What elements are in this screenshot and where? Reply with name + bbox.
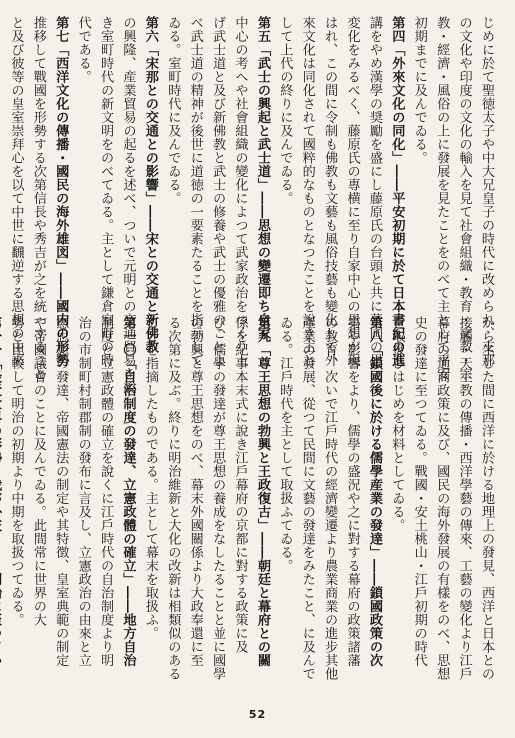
text-column: 係を紀事本末式に說き江戶幕府の京都に對する政策に及: [232, 316, 248, 654]
text-column: 治の市制町村制郡制の發布に言及し、立憲政治の由來と立: [75, 316, 91, 667]
text-column: はれ、この間に令制も佛教も文藝も風俗技藝も變化して外: [322, 16, 338, 367]
text-column: ゐる。室町時代に及んでゐる。: [165, 16, 181, 205]
text-column: 來文化は同化されて國粹的なものとなつたことを說き主と: [299, 16, 315, 367]
text-column: 憲思想の發達、帝國憲法の制定や其特徴、皇室典範の制定: [53, 316, 69, 667]
text-column: や帝國議會のことに及んでゐる。此間常に世界の大: [30, 316, 46, 627]
upper-text-block: [0, 16, 497, 394]
text-column: ベ武士道の精神が後世に道徳の一要素たることを指示して: [187, 16, 203, 367]
text-column: 初期までに及んでゐる。: [411, 16, 427, 165]
section-heading: 第六「宋那との交通との影響」――宋との交通と新佛教: [142, 16, 158, 354]
text-column: 第や影響をより、儒學の盛況や之に對する幕府の政策諸藩: [344, 316, 360, 667]
text-column: き室町時代の新文明をのべてゐる。主として鎌倉室町の時: [98, 16, 114, 367]
text-column: の文化や印度の文化の輸入を見て社會組織・教育・文教・宗: [456, 16, 472, 381]
text-column: して上代の終りに及んでゐる。: [277, 16, 293, 205]
text-column: ゐる。江戶時代を主として取扱ふてゐる。: [277, 316, 293, 573]
lower-text-block: [0, 316, 497, 681]
section-heading: 第五「武士の興起と武士道」――思想の變遷即ち自家: [254, 16, 270, 340]
section-heading: 第九「尊王思想の勃興と王政復古」――朝廷と幕府との關: [254, 316, 270, 667]
text-column: げ武士道と及び新佛教と武士の修養や武士の優雅のことよ: [210, 16, 226, 367]
text-column: 代である。: [75, 16, 91, 84]
text-column: び、儒學の發達が尊王思想の養成をなしたることと並に國學: [210, 316, 226, 681]
text-column: を取扱ひはじめを材料としてゐる。: [389, 316, 405, 532]
text-column: 接觸・天主教の傳播・西洋學藝の傳來、工藝の變化より江戶: [456, 316, 472, 681]
section-heading: 第四「外來文化の同化」――平安初期に於て日本書紀の進: [389, 16, 405, 367]
text-column: の教育、次いで江戶時代の經濟變遷より農業商業の進步其他: [322, 316, 338, 681]
text-column: の勃興と尊王思想をのべ、幕末外國關係より大政奉還に至: [187, 316, 203, 667]
text-column: 產業の發展、從つて民間に文藝の發達をみたこと、に及んで: [299, 316, 315, 681]
text-column: 講をやめ漢學の奨勵を盛にし藤原氏の台頭と共に蕃国の思: [366, 16, 382, 367]
text-column: 幕府の通商政策に及び、國民の海外發展の有樣をのべ、思想: [434, 316, 450, 681]
text-column: じめに於て聖徳太子や中大兄皇子の時代に改められ、支那: [479, 16, 494, 367]
text-column: と及び彼等の皇室崇拜心を以て中世に飜逆する思想の由來: [8, 16, 24, 367]
text-column: る次第に及ぶ。終りに明治維新と大化の改新は相類似のある: [165, 316, 181, 681]
text-column: 推移して戰國を形勢する次第信長や秀吉が之を統一すること: [30, 16, 46, 381]
text-column: の興隆、産業貿易の起るを述べ、ついで元明との交通貿易を說: [120, 16, 136, 394]
text-column: ことを指摘したものである。主として幕末を取扱ふ。: [142, 316, 158, 640]
page-number: 52: [248, 708, 267, 721]
section-heading: [0, 316, 4, 616]
text-column: 制度と立憲政體の確立を說くに江戶時代の自治制度より明: [98, 316, 114, 667]
text-column: 変化をみるべく、藤原氏の專横に至り自家中心の思想が現: [344, 16, 360, 367]
text-column: 教・經濟・風俗の上に發展を見たことをのべて主として平安: [434, 16, 450, 381]
text-column: 史の發達に至つてゐる。戰國・安土桃山・江戶初期の時代: [411, 316, 427, 667]
section-heading: 第一〇「自治制度の發達、立憲政體の確立」――地方自治: [120, 316, 136, 667]
text-column: から生じた間に西洋に於ける地理上の發見、西洋と日本との: [479, 316, 494, 681]
section-heading: 第八「鎖國後に於ける儒學産業の發達」――鎖國政策の次: [366, 316, 382, 667]
text-column: 中心の考へや社會組織の變化によつて武家政治をつくり上: [232, 16, 248, 367]
text-column: 勢と比較して明治の初期より中期を取扱つてゐる。: [8, 316, 24, 627]
section-heading: 第七「西洋文化の傳播・國民の海外雄図」――國内の形勢: [53, 16, 69, 367]
